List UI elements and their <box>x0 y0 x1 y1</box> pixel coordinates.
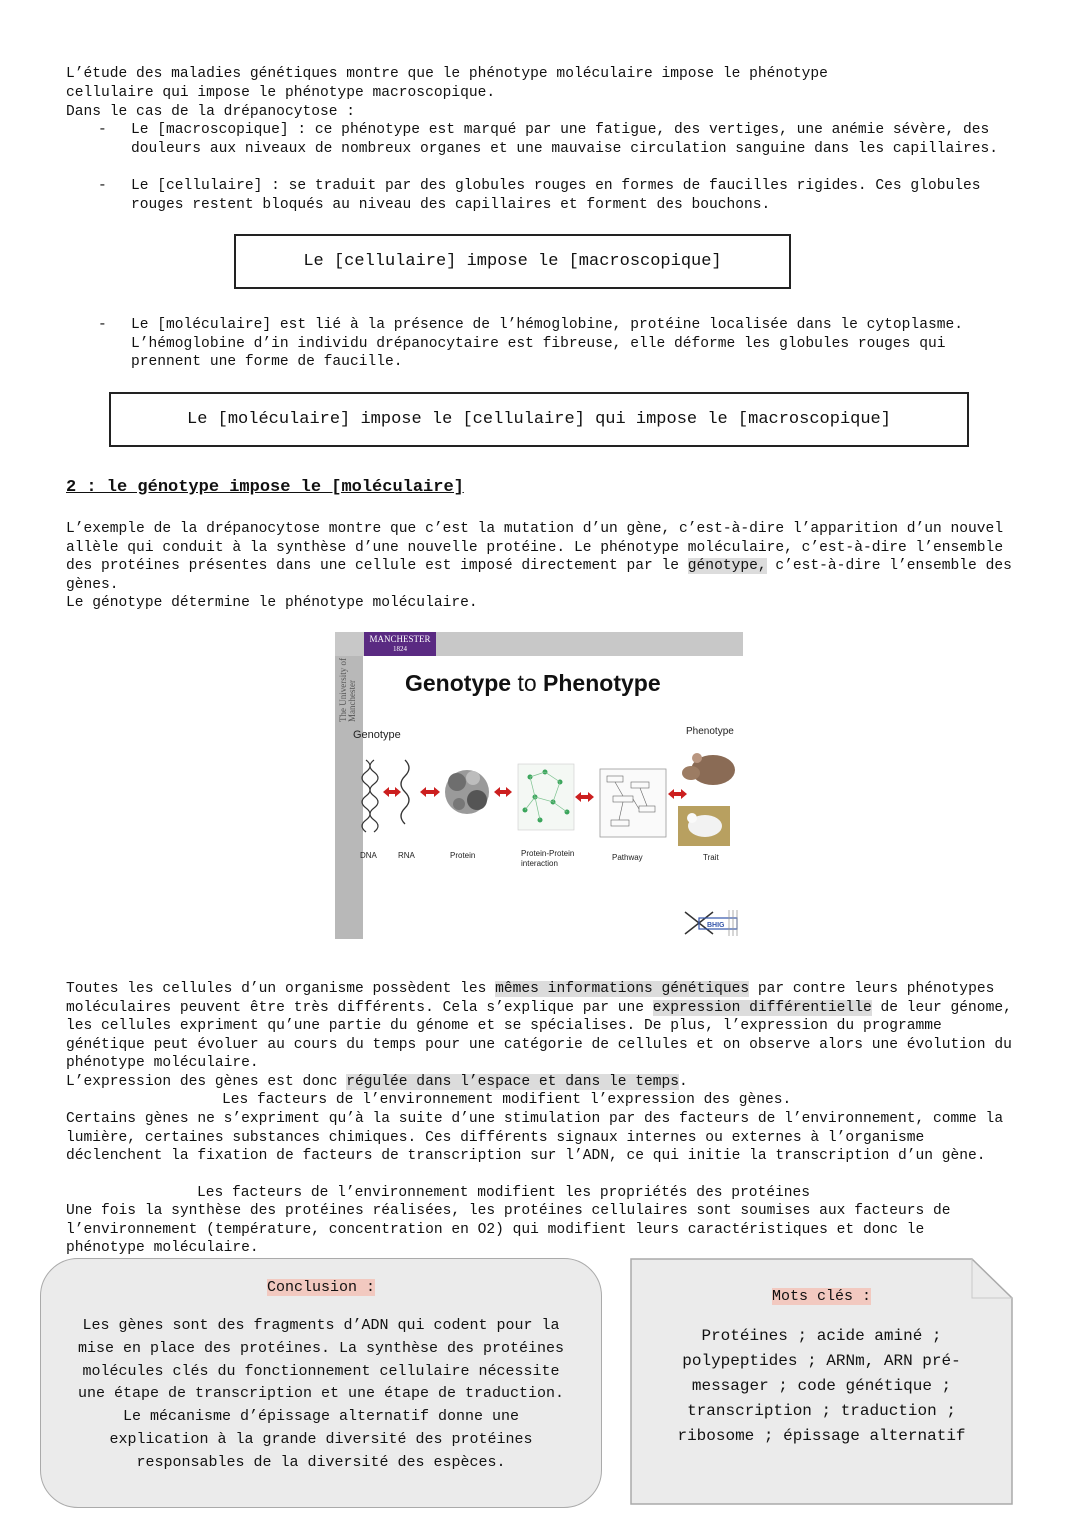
bullet-moleculaire: Le [moléculaire] est lié à la présence de l’hémoglobine, protéine localisée dans le cytoplasme. L’hémoglobine d’in individu drépanocytaire est fibreuse, elle déforme les globules rouges qui prennent une forme de faucille. <box>131 317 972 371</box>
bullet-dash: - <box>98 178 107 194</box>
paragraph-proteines: Une fois la synthèse des protéines réalisées, les protéines cellulaires sont soumises aux facteurs de l’environnement (température, concentration en O2) qui modifient leurs caractéristiques et donc le phénotype moléculaire. <box>66 1203 960 1257</box>
pipeline-diagram <box>335 632 743 939</box>
highlight-expression-differentielle: expression différentielle <box>652 999 872 1016</box>
title-genotype: Genotype <box>405 670 512 696</box>
title-phenotype: Phenotype <box>543 670 661 696</box>
rna-label: RNA <box>398 851 415 860</box>
ppi-label-2: interaction <box>521 859 558 868</box>
text: de leur génome, les cellules expriment qu’une partie du génome et se spécialises. De plus, l’expression du programme génétique peut évoluer au cours du temps pour une catégorie de cellules et on observe alors une évolution du phénotype moléculaire. <box>66 999 1021 1072</box>
protein-label: Protein <box>450 851 476 860</box>
conclusion-text: Les gènes sont des fragments d’ADN qui codent pour la mise en place des protéines. La synthèse des protéines molécules clés du fonctionnement cellulaire nécessite une étape de transcription et une étape de traduction. Le mécanisme d’épissage alternatif donne une explication à la grande diversité des protéines responsables de la diversité des espèces. <box>77 1317 565 1471</box>
intro-line-1: L’étude des maladies génétiques montre que le phénotype moléculaire impose le phénotype <box>66 66 828 82</box>
phenotype-label: Phenotype <box>686 726 734 737</box>
box-moleculaire-cellulaire-macroscopique: Le [moléculaire] impose le [cellulaire] qui impose le [macroscopique] <box>109 392 969 447</box>
title-to: to <box>511 670 544 696</box>
protein-icon <box>445 770 489 814</box>
paragraph-facteurs-transcription: Certains gènes ne s’expriment qu’à la suite d’une stimulation par des facteurs de l’environnement, comme la lumière, certaines substances chimiques. Ces différents signaux internes ou externes à l’organisme déclenchent la fixation de facteurs de transcription sur l’ADN, ce qui initie la transcription d’un gène. <box>66 1111 1012 1165</box>
university-label: The University of Manchester <box>338 658 357 722</box>
text: c’est-à-dire l’ensemble des gènes. <box>66 558 1021 593</box>
bhig-text: BHIG <box>707 922 725 929</box>
highlight-regulee: régulée dans l’espace et dans le temps <box>346 1074 680 1090</box>
text: Toutes les cellules d’un organisme possèdent les <box>66 981 496 997</box>
highlight-memes-informations: mêmes informations génétiques <box>495 981 750 997</box>
conclusion-title-text: Conclusion : <box>266 1279 376 1296</box>
keywords-title <box>630 1288 1013 1305</box>
dna-label: DNA <box>360 851 377 860</box>
subtitle-environnement-expression: Les facteurs de l’environnement modifient l’expression des gènes. <box>222 1092 792 1108</box>
text: L’expression des gènes est donc <box>66 1074 347 1090</box>
genotype-label: Genotype <box>353 729 401 741</box>
genotype-phenotype-figure <box>335 632 743 939</box>
paragraph-regulation <box>66 1073 1026 1092</box>
pathway-label: Pathway <box>612 853 643 862</box>
ppi-label-1: Protein-Protein <box>521 849 575 858</box>
logo-year: 1824 <box>393 645 407 653</box>
conclusion-title <box>41 1279 601 1296</box>
box-cellulaire-macroscopique: Le [cellulaire] impose le [macroscopique] <box>234 234 791 289</box>
trait-label: Trait <box>703 853 719 862</box>
bullet-dash: - <box>98 122 107 138</box>
mouse-brown-icon <box>682 753 735 785</box>
rna-icon <box>401 760 409 824</box>
subtitle-environnement-proteines: Les facteurs de l’environnement modifient les propriétés des protéines <box>197 1185 811 1201</box>
bullet-macroscopique: Le [macroscopique] : ce phénotype est marqué par une fatigue, des vertiges, une anémie sévère, des douleurs aux niveaux de nombreux organes et une mauvaise circulation sanguine dans les capillaires. <box>131 122 999 157</box>
keywords-title-text: Mots clés : <box>771 1288 872 1305</box>
paragraph-expression <box>66 980 1026 1073</box>
bullet-dash: - <box>98 317 107 333</box>
mouse-white-icon <box>678 806 730 846</box>
keywords-box <box>630 1258 1013 1504</box>
highlight-genotype: génotype, <box>687 558 767 575</box>
keywords-text: Protéines ; acide aminé ; polypeptides ; ARNm, ARN pré-messager ; code génétique ; transcription ; traduction ; ribosome ; épissage alternatif <box>677 1327 966 1445</box>
dna-icon <box>362 760 378 832</box>
bullet-cellulaire: Le [cellulaire] : se traduit par des globules rouges en formes de faucilles rigides. Ces globules rouges restent bloqués au niveau des capillaires et forment des bouchons. <box>131 178 990 213</box>
section-2-title: 2 : le génotype impose le [moléculaire] <box>66 478 464 497</box>
text: L’exemple de la drépanocytose montre que c’est la mutation d’un gène, c’est-à-dire l’apparition d’un nouvel allèle qui conduit à la synthèse d’une nouvelle protéine. Le phénotype moléculaire, c’est-à-dire l’ensemble des protéines présentes dans une cellule est imposé directement par le <box>66 521 1012 575</box>
intro-line-2: cellulaire qui impose le phénotype macroscopique. <box>66 85 496 101</box>
intro-line-3: Dans le cas de la drépanocytose : <box>66 104 356 120</box>
section-2-conclusion-line: Le génotype détermine le phénotype moléculaire. <box>66 595 478 611</box>
logo-text: MANCHESTER <box>369 634 431 644</box>
text: . <box>679 1074 688 1090</box>
protein-interaction-icon <box>518 764 574 830</box>
section-2-paragraph <box>66 520 1026 594</box>
text: par contre leurs phénotypes moléculaires peuvent être très différents. Cela s’explique par une <box>66 981 1004 1016</box>
conclusion-box <box>40 1258 602 1508</box>
pathway-icon <box>600 769 666 837</box>
